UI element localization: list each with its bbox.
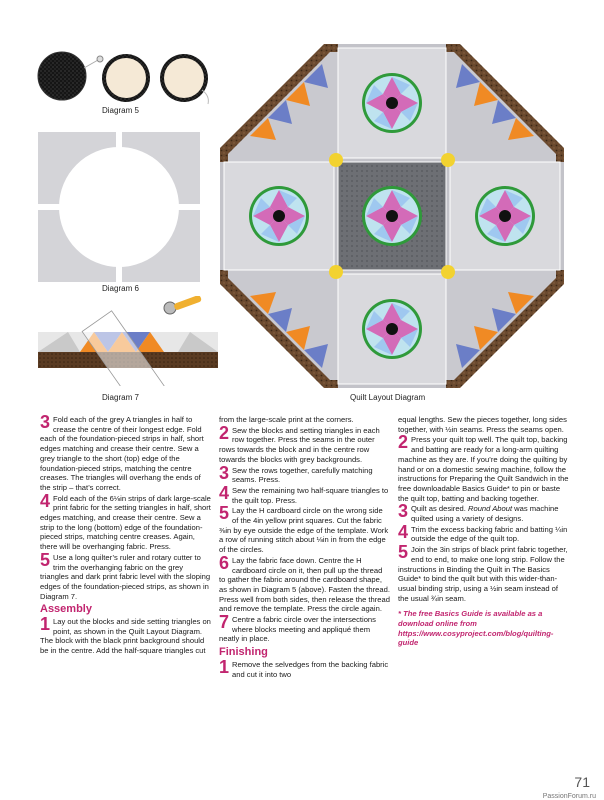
assembly-step-1: 1 Lay out the blocks and side setting triangles on point, as shown in the Quilt Layout Diagram. The block with the black print background should be in the centre. Add the half-square triangles cut [40, 614, 211, 656]
cutout-circle [59, 147, 179, 267]
diagram-7 [38, 296, 218, 386]
heading-assembly: Assembly [40, 603, 92, 616]
finishing-continued: equal lengths. Sew the pieces together, long sides together, with ½in seams. Press the seams open. [398, 415, 567, 434]
rotary-cutter [164, 302, 176, 314]
column-1 [40, 412, 211, 657]
finishing-step-4: 4 Trim the excess backing fabric and batting ¼in outside the edge of the quilt top. [398, 521, 568, 544]
diagram-5 [36, 50, 216, 106]
block-left [249, 186, 309, 246]
caption-diagram-7: Diagram 7 [102, 393, 139, 402]
assembly-step-7: 7 Centre a fabric circle over the intersections where blocks meeting and appliqué them neatly in place. [219, 612, 376, 644]
finishing-step-5: 5 Join the 3in strips of black print fabric together, end to end, to make one long strip. Follow the instructions in Binding the Quilt in The Basics Guide* to bind the quilt but with this wider-than-usual binding strip, using a ½in seam instead of the usual ¾in seam. [398, 542, 568, 603]
finishing-step-3: 3 Quilt as desired. Round About was machine quilted using a variety of designs. [398, 501, 559, 524]
block-top [362, 73, 422, 133]
finishing-step-1: 1 Remove the selvedges from the backing fabric and cut it into two [219, 656, 389, 679]
caption-diagram-5: Diagram 5 [102, 106, 139, 115]
block-right [475, 186, 535, 246]
diagram-6 [38, 132, 200, 282]
caption-diagram-6: Diagram 6 [102, 284, 139, 293]
assembly-step-5: 5 Lay the H cardboard circle on the wrong side of the 4in yellow print squares. Cut the fabric ⅜in by eye outside the edge of the template. Work a row of running stitch about ⅛in in from the edge of the circles. [219, 503, 389, 555]
step-3: 3 Fold each of the grey A triangles in half to crease the centre of their longest edge. Fold each of the foundation-pieced strips in half, short edges matching and crease their centre. Sew a grey triangle to the short (top) edge of the foundation-pieced strips, matching the centre creases. The triangles will overhang the ends of the strip – that’s correct. [40, 412, 204, 492]
step-4: 4 Fold each of the 6⅛in strips of dark large-scale print fabric for the setting triangles in half, short edges matching, and crease their centre. Sew a strip to the long (bottom) edge of the foundation-pieced strips, matching centre creases. Again, there will be overhanging fabric. Press. [40, 490, 211, 552]
block-centre [362, 186, 422, 246]
page-number: 71 [574, 774, 590, 790]
finishing-step-2: 2 Press your quilt top well. The quilt top, backing and batting are ready for a long-arm quilting machine as they are. If you’re doing the quilting by hand or on a domestic sewing machine, follow the instructions for Preparing the Quilt Sandwich in the free downloadable Basics Guide* to pin or baste the quilt top, batting and backing together. [398, 432, 569, 503]
assembly-step-2: 2 Sew the blocks and setting triangles in each row together. Press the seams in the outer rows towards the block and in the centre row towards the blocks with grey backgrounds. [219, 422, 380, 464]
assembly-continued: from the large-scale print at the corners. [219, 415, 354, 424]
quilt-layout-diagram [220, 44, 564, 388]
block-bottom [362, 299, 422, 359]
column-2 [219, 415, 390, 680]
caption-quilt-layout: Quilt Layout Diagram [350, 393, 426, 402]
step-5: 5 Use a long quilter’s ruler and rotary cutter to trim the overhanging fabric on the grey triangles and dark print fabric level with the sloping edges of the foundation-pieced strips, as shown in Diagram 7. [40, 549, 211, 601]
fabric-circle-raw [38, 52, 86, 100]
watermark: PassionForum.ru [542, 793, 596, 800]
assembly-step-4: 4 Sew the remaining two half-square triangles to the quilt top. Press. [219, 482, 389, 505]
column-3 [398, 415, 569, 648]
heading-finishing: Finishing [219, 646, 268, 659]
assembly-step-3: 3 Sew the rows together, carefully matching seams. Press. [219, 462, 373, 485]
applique-circle [329, 153, 343, 167]
basics-guide-note: * The free Basics Guide is available as a download online from https://www.cosyproject.com/blog/quilting-guide [398, 609, 554, 648]
assembly-step-6: 6 Lay the fabric face down. Centre the H cardboard circle on it, then pull up the thread to gather the fabric around the cardboard shape, as shown in Diagram 5 (above). Fasten the thread. Press well from both sides, then release the thread and remove the template. Press the circle again. [219, 552, 390, 614]
